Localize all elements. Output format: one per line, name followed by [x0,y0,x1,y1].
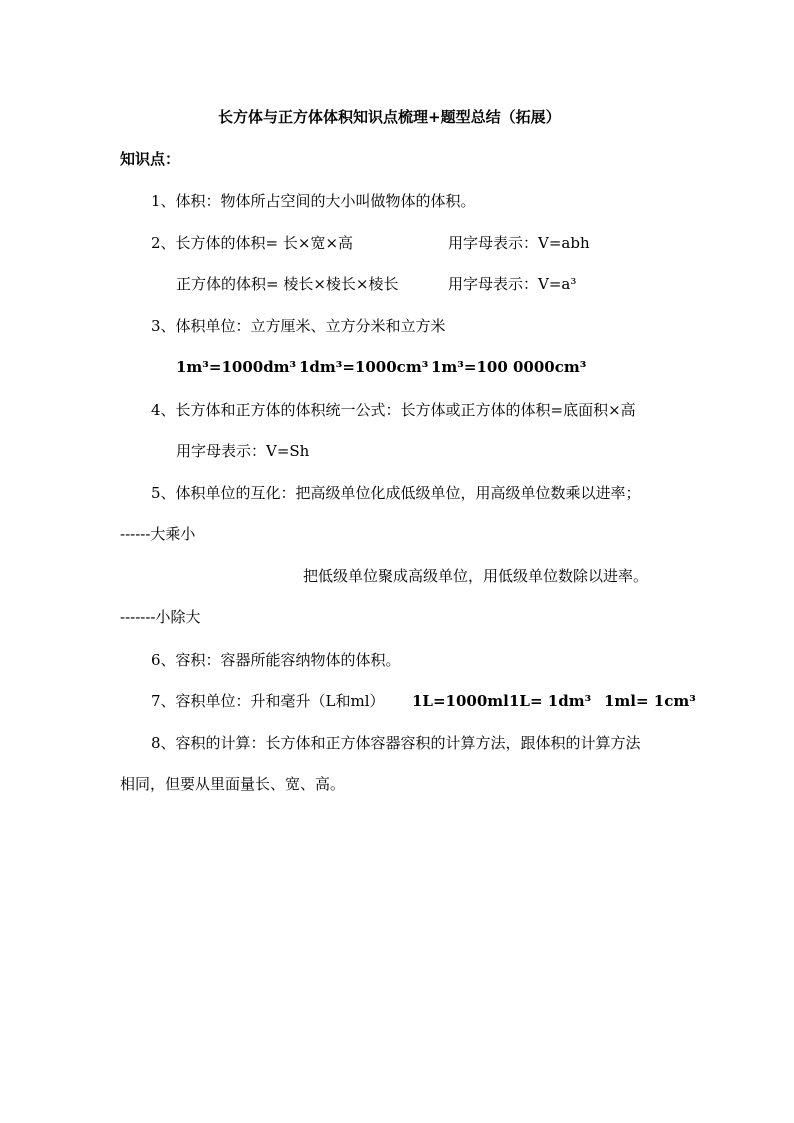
item-7-conversion-2: 1L= 1dm³ [509,692,592,710]
item-4-letters: 用字母表示：V=Sh [176,442,310,460]
item-3-conversion-1: 1m³=1000dm³ [176,358,297,376]
item-7-conversion-3: 1ml= 1cm³ [604,692,696,710]
item-3-conversion-3: 1m³=100 0000cm³ [431,358,587,376]
item-2-cuboid-formula: 2、长方体的体积= 长×宽×高 [151,234,354,252]
item-1-volume-definition: 1、体积：物体所占空间的大小叫做物体的体积。 [151,192,476,210]
section-heading: 知识点： [120,150,181,168]
item-2-cube-letters: 用字母表示：V=a³ [448,275,577,293]
item-2-cube-formula: 正方体的体积= 棱长×棱长×棱长 [176,275,399,293]
item-2-cuboid-letters: 用字母表示：V=abh [448,234,590,252]
item-7-conversion-1: 1L=1000ml [412,692,509,710]
item-3-conversion-2: 1dm³=1000cm³ [299,358,429,376]
document-title: 长方体与正方体体积知识点梳理+题型总结（拓展） [218,108,561,126]
item-7-capacity-units: 7、容积单位：升和毫升（L和ml） [151,692,385,710]
item-5-continuation: 把低级单位聚成高级单位，用低级单位数除以进率。 [303,567,649,585]
item-6-capacity-definition: 6、容积：容器所能容纳物体的体积。 [151,651,401,669]
item-5-note-2: -------小除大 [120,608,201,626]
item-4-unified-formula: 4、长方体和正方体的体积统一公式：长方体或正方体的体积=底面积×高 [151,401,636,419]
item-5-note-1: ------大乘小 [120,525,196,543]
item-8-capacity-calculation: 8、容积的计算：长方体和正方体容器容积的计算方法，跟体积的计算方法 [151,734,641,752]
item-8-continuation: 相同，但要从里面量长、宽、高。 [120,775,346,793]
item-5-unit-conversion: 5、体积单位的互化：把高级单位化成低级单位，用高级单位数乘以进率； [151,484,641,502]
item-3-volume-units: 3、体积单位：立方厘米、立方分米和立方米 [151,317,446,335]
